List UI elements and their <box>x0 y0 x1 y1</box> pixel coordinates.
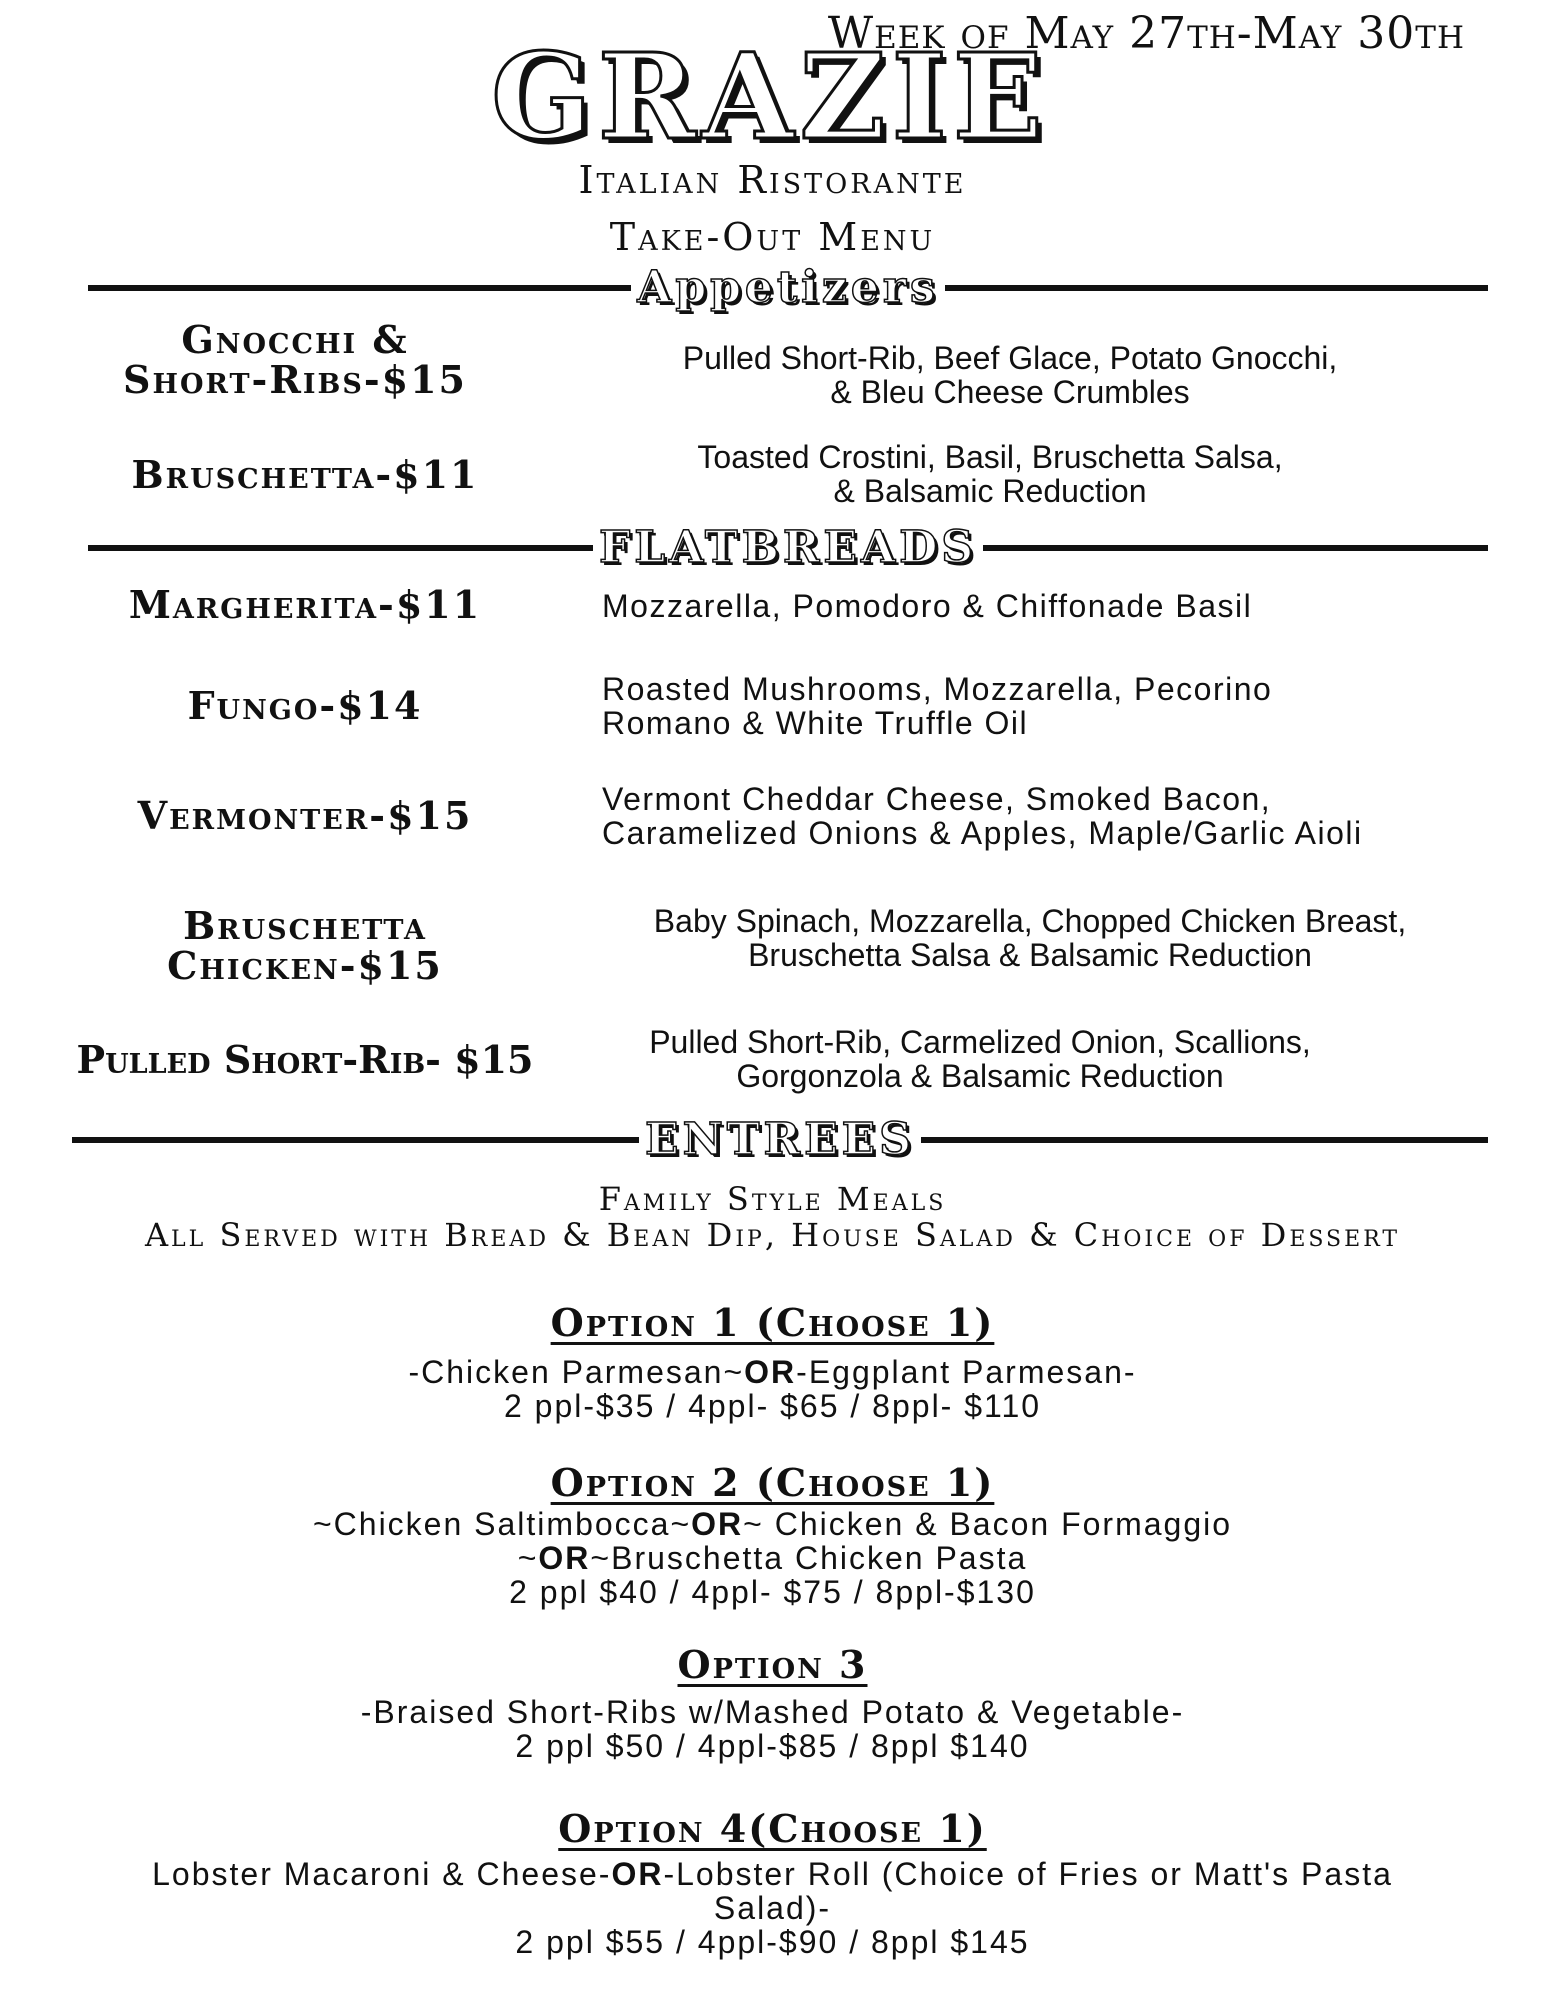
option-price: 2 ppl $40 / 4ppl- $75 / 8ppl-$130 <box>509 1574 1036 1610</box>
option-text: -Eggplant Parmesan- <box>796 1354 1137 1390</box>
item-desc-line: Bruschetta Salsa & Balsamic Reduction <box>748 936 1312 973</box>
menu-type: Take-Out Menu <box>609 215 936 259</box>
menu-item-name: Pulled Short-Rib- $15 <box>76 1037 534 1082</box>
option-text: ~Chicken Saltimbocca~ <box>312 1506 692 1542</box>
section-title: Appetizers <box>637 262 939 313</box>
divider <box>921 1137 1488 1143</box>
option-line <box>0 1542 1545 1576</box>
divider <box>88 285 631 291</box>
item-desc-line: Vermont Cheddar Cheese, Smoked Bacon, <box>602 781 1272 817</box>
divider <box>72 1137 639 1143</box>
or-label: OR <box>538 1540 591 1576</box>
divider <box>945 285 1488 291</box>
option-text: Lobster Macaroni & Cheese- <box>152 1856 612 1892</box>
menu-item-name: Vermonter-$15 <box>137 793 473 838</box>
option-line <box>0 1356 1545 1390</box>
entrees-header <box>72 1114 1488 1165</box>
option-price: 2 ppl $55 / 4ppl-$90 / 8ppl $145 <box>515 1924 1030 1960</box>
option-title: Option 3 <box>677 1642 868 1687</box>
option-price: 2 ppl-$35 / 4ppl- $65 / 8ppl- $110 <box>503 1388 1042 1424</box>
menu-item-description <box>570 905 1490 972</box>
restaurant-subtitle: Italian Ristorante <box>578 158 967 202</box>
option-text: -Lobster Roll (Choice of Fries or Matt's Pasta <box>663 1856 1393 1892</box>
or-label: OR <box>691 1506 744 1542</box>
item-desc-line: Roasted Mushrooms, Mozzarella, Pecorino <box>602 671 1273 707</box>
item-desc-line: & Balsamic Reduction <box>833 472 1147 509</box>
item-name-line: Bruschetta <box>183 903 427 948</box>
divider <box>88 545 593 551</box>
or-label: OR <box>744 1354 797 1390</box>
entrees-description: All Served with Bread & Bean Dip, House Salad & Choice of Dessert <box>144 1216 1401 1254</box>
menu-item-description <box>602 783 1532 850</box>
menu-item-name: Margherita-$11 <box>128 582 482 627</box>
flatbreads-header <box>88 522 1488 573</box>
menu-item-description <box>602 673 1522 740</box>
option-title: Option 2 (Choose 1) <box>550 1460 995 1505</box>
section-title: ENTREES <box>645 1114 915 1165</box>
item-desc-line: Pulled Short-Rib, Carmelized Onion, Scallions, <box>649 1024 1311 1060</box>
entrees-subtitle: Family Style Meals <box>598 1180 947 1218</box>
option-price: 2 ppl $50 / 4ppl-$85 / 8ppl $140 <box>515 1728 1030 1764</box>
item-desc-line: Pulled Short-Rib, Beef Glace, Potato Gnocchi, <box>682 340 1338 376</box>
or-label: OR <box>611 1856 664 1892</box>
menu-item-description <box>560 342 1460 409</box>
option-title: Option 4(Choose 1) <box>558 1806 987 1851</box>
item-desc-line: Romano & White Truffle Oil <box>602 704 1029 741</box>
menu-item-description <box>602 590 1522 624</box>
divider <box>983 545 1488 551</box>
section-title: FLATBREADS <box>599 522 978 573</box>
item-desc-line: Gorgonzola & Balsamic Reduction <box>736 1057 1224 1094</box>
week-dates: Week of May 27th-May 30th <box>827 8 1465 59</box>
menu-item-description <box>540 441 1440 508</box>
item-name-line: Chicken-$15 <box>167 942 443 988</box>
option-line: -Braised Short-Ribs w/Mashed Potato & Vegetable- <box>360 1694 1185 1730</box>
menu-item-name: Bruschetta-$11 <box>131 452 479 497</box>
item-desc-line: Baby Spinach, Mozzarella, Chopped Chicken Breast, <box>653 903 1407 939</box>
option-line <box>0 1508 1545 1542</box>
menu-item-description <box>520 1026 1440 1093</box>
item-desc-line: Mozzarella, Pomodoro & Chiffonade Basil <box>602 588 1253 624</box>
item-name-line: Gnocchi & <box>181 317 409 362</box>
menu-item-name <box>80 903 530 988</box>
item-desc-line: & Bleu Cheese Crumbles <box>830 373 1190 410</box>
restaurant-logo: GRAZIE <box>491 27 1049 166</box>
item-name-line: Short-Ribs-$15 <box>123 356 467 402</box>
option-text: -Chicken Parmesan~ <box>408 1354 745 1390</box>
option-title: Option 1 (Choose 1) <box>550 1300 995 1345</box>
option-line <box>0 1858 1545 1892</box>
menu-item-name: Fungo-$14 <box>187 683 423 728</box>
option-text: ~ <box>517 1540 539 1576</box>
option-text: ~Bruschetta Chicken Pasta <box>590 1540 1028 1576</box>
option-line: Salad)- <box>713 1890 832 1926</box>
item-desc-line: Toasted Crostini, Basil, Bruschetta Salsa, <box>697 439 1283 475</box>
option-text: ~ Chicken & Bacon Formaggio <box>743 1506 1233 1542</box>
menu-item-name <box>80 317 510 402</box>
item-desc-line: Caramelized Onions & Apples, Maple/Garlic Aioli <box>602 814 1363 851</box>
appetizers-header <box>88 262 1488 313</box>
